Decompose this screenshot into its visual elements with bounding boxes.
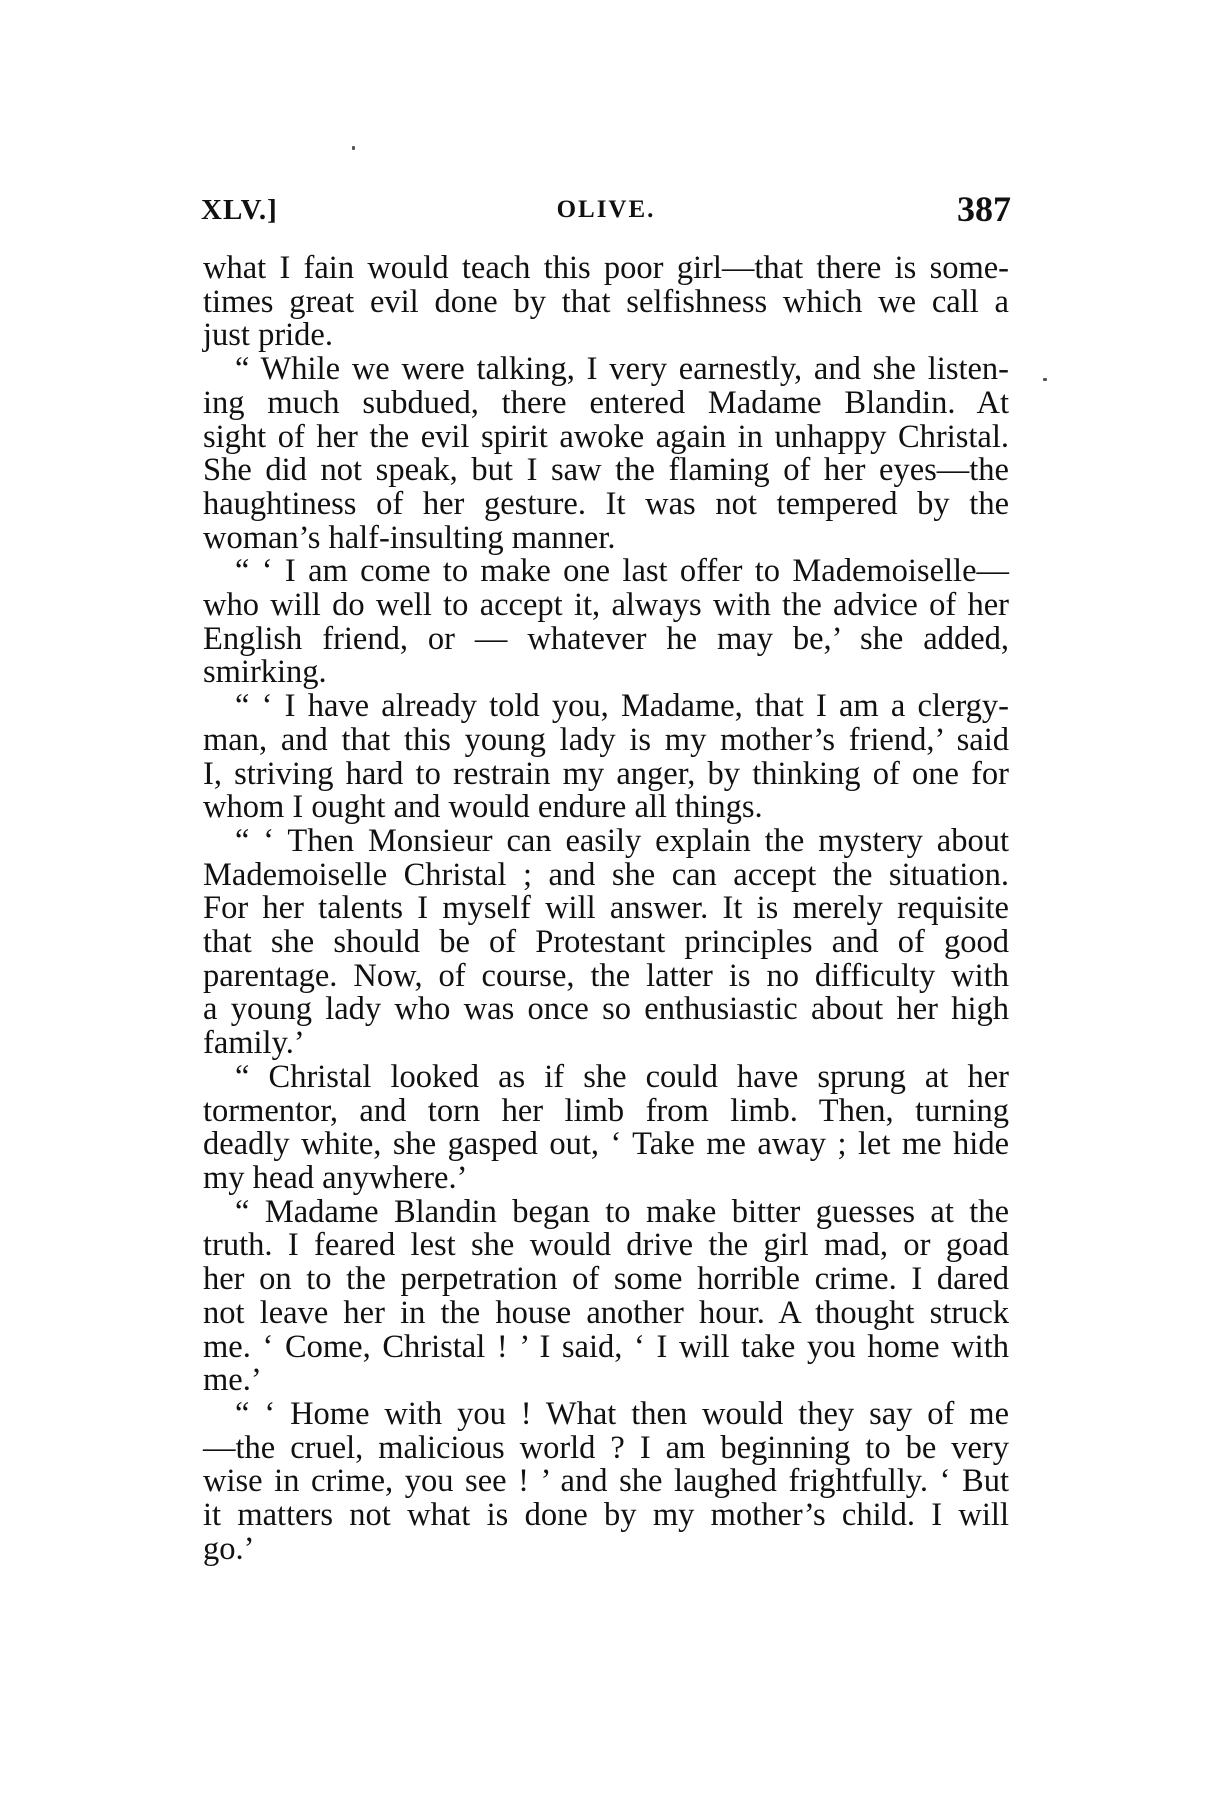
text-line: haughtiness of her gesture. It was not tempered by the <box>203 485 1009 522</box>
text-line: parentage. Now, of course, the latter is no difficulty with <box>203 957 1009 994</box>
text-line: tormentor, and torn her limb from limb. Then, turning <box>203 1092 1009 1129</box>
text-line: me.’ <box>203 1362 262 1399</box>
text-line: what I fain would teach this poor girl—that there is some- <box>203 250 1009 286</box>
text-line: For her talents I myself will answer. It is merely requisite <box>203 890 1009 927</box>
running-header <box>201 188 1011 232</box>
text-line: wise in crime, you see ! ’ and she laughed frightfully. ‘ But <box>203 1463 1009 1500</box>
text-line: Mademoiselle Christal ; and she can accept the situation. <box>203 856 1009 893</box>
text-line: times great evil done by that selfishness which we call a <box>203 283 1009 320</box>
text-line: truth. I feared lest she would drive the girl mad, or goad <box>203 1227 1009 1264</box>
text-line: She did not speak, but I saw the flaming of her eyes—the <box>203 452 1009 489</box>
text-line: —the cruel, malicious world ? I am beginning to be very <box>203 1429 1009 1466</box>
text-line: deadly white, she gasped out, ‘ Take me away ; let me hide <box>203 1126 1009 1163</box>
text-line: “ ‘ I have already told you, Madame, that I am a clergy- <box>235 688 1009 725</box>
text-line: English friend, or — whatever he may be,’ she added, <box>203 620 1009 657</box>
text-line: “ Christal looked as if she could have sprung at her <box>235 1058 1009 1095</box>
text-line: I, striving hard to restrain my anger, by thinking of one for <box>203 755 1009 792</box>
text-line: a young lady who was once so enthusiastic about her high <box>203 991 1009 1028</box>
text-line: “ ‘ Then Monsieur can easily explain the mystery about <box>235 822 1009 859</box>
running-title: OLIVE. <box>556 196 656 223</box>
text-line: my head anywhere.’ <box>203 1159 468 1196</box>
text-line: ing much subdued, there entered Madame Blandin. At <box>203 384 1009 421</box>
text-line: family.’ <box>203 1025 305 1062</box>
text-line: not leave her in the house another hour. A thought struck <box>203 1294 1009 1331</box>
text-line: go.’ <box>203 1530 255 1567</box>
page-number: 387 <box>957 189 1011 229</box>
text-line: whom I ought and would endure all things. <box>203 789 763 826</box>
text-line: just pride. <box>203 317 333 354</box>
text-line: smirking. <box>203 654 327 691</box>
ink-speck <box>1043 378 1047 381</box>
text-line: who will do well to accept it, always with the advice of her <box>203 587 1009 624</box>
text-line: “ Madame Blandin began to make bitter guesses at the <box>235 1193 1009 1230</box>
text-line: sight of her the evil spirit awoke again in unhappy Christal. <box>203 418 1009 455</box>
text-line: her on to the perpetration of some horrible crime. I dared <box>203 1261 1009 1298</box>
ink-speck <box>352 146 355 150</box>
text-line: it matters not what is done by my mother’s child. I will <box>203 1497 1009 1534</box>
text-line: “ ‘ Home with you ! What then would they say of me <box>235 1395 1009 1432</box>
text-line: woman’s half-insulting manner. <box>203 519 616 556</box>
text-line: me. ‘ Come, Christal ! ’ I said, ‘ I will take you home with <box>203 1328 1009 1365</box>
text-line: “ While we were talking, I very earnestly, and she listen- <box>235 351 1009 388</box>
text-line: that she should be of Protestant principles and of good <box>203 924 1009 961</box>
body-text <box>203 252 1009 1566</box>
text-line: “ ‘ I am come to make one last offer to Mademoiselle— <box>235 553 1009 590</box>
text-line: man, and that this young lady is my mother’s friend,’ said <box>203 721 1009 758</box>
section-marker: XLV.] <box>201 194 278 226</box>
